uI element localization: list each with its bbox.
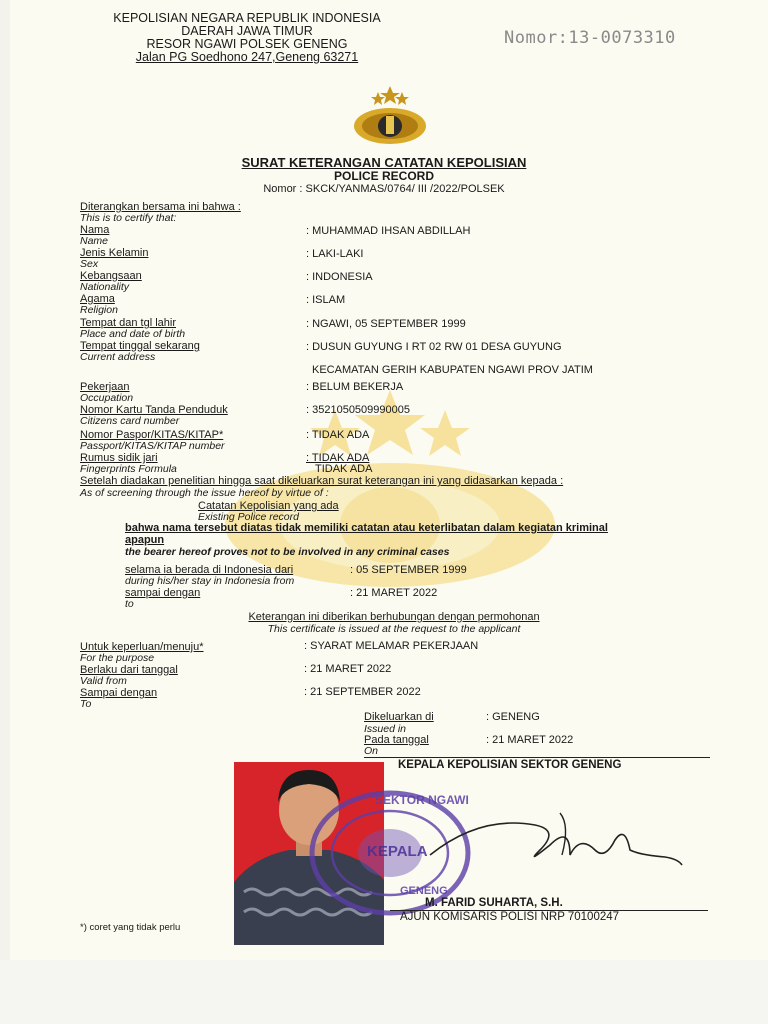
valid-from-label: Berlaku dari tanggal xyxy=(80,664,178,676)
field-value-fingerprint-2: TIDAK ADA xyxy=(315,463,373,475)
field-label: Pekerjaan xyxy=(80,381,130,393)
issued-on-label-en: On xyxy=(364,745,379,757)
doc-title: SURAT KETERANGAN CATATAN KEPOLISIAN xyxy=(241,155,527,170)
issued-at-label: Dikeluarkan di xyxy=(364,711,434,723)
statement-line-1: bahwa nama tersebut diatas tidak memiliki catatan atau keterlibatan dalam kegiatan kriminal xyxy=(125,522,608,534)
field-label: Kebangsaan xyxy=(80,270,142,282)
field-value-religion: : ISLAM xyxy=(306,294,346,306)
doc-subtitle: POLICE RECORD xyxy=(333,169,434,183)
field-value-sex: : LAKI-LAKI xyxy=(306,248,364,260)
signature-icon xyxy=(420,795,690,885)
footnote: *) coret yang tidak perlu xyxy=(80,922,181,933)
issued-on-label: Pada tanggal xyxy=(364,734,429,746)
field-label-en: Nationality xyxy=(80,281,130,293)
valid-from-label-en: Valid from xyxy=(80,675,127,687)
issued-on-value: : 21 MARET 2022 xyxy=(486,734,574,746)
header-line-2: DAERAH JAWA TIMUR xyxy=(181,24,313,38)
serial-number: Nomor:13-0073310 xyxy=(504,28,676,48)
stay-from-label-en: during his/her stay in Indonesia from xyxy=(125,575,295,587)
field-value-address: : DUSUN GUYUNG I RT 02 RW 01 DESA GUYUNG xyxy=(306,341,562,353)
field-value-address-2: KECAMATAN GERIH KABUPATEN NGAWI PROV JATIM xyxy=(312,364,593,376)
field-label: Nomor Paspor/KITAS/KITAP* xyxy=(80,429,224,441)
field-value-name: : MUHAMMAD IHSAN ABDILLAH xyxy=(306,225,471,237)
field-label: Agama xyxy=(80,293,115,305)
valid-to-label: Sampai dengan xyxy=(80,687,158,699)
field-label: Rumus sidik jari xyxy=(80,452,158,464)
screening-record: Catatan Kepolisian yang ada xyxy=(198,500,339,512)
screening-record-en: Existing Police record xyxy=(198,511,299,523)
screening-label: Setelah diadakan penelitian hingga saat dikeluarkan surat keterangan ini yang didasarkan kepada : xyxy=(80,475,564,487)
field-label-en: Current address xyxy=(80,351,156,363)
issued-at-value: : GENENG xyxy=(486,711,540,723)
field-label-en: Occupation xyxy=(80,392,134,404)
stamp-text-bottom: GENENG xyxy=(400,885,448,897)
field-label-en: Sex xyxy=(80,258,99,270)
intro-label-en: This is to certify that: xyxy=(80,212,177,224)
stay-to-label: sampai dengan xyxy=(125,587,201,599)
signatory-rank: AJUN KOMISARIS POLISI NRP 70100247 xyxy=(400,911,620,923)
stamp-text-mid: KEPALA xyxy=(367,843,428,860)
issued-divider xyxy=(364,757,710,758)
field-label: Tempat tinggal sekarang xyxy=(80,340,200,352)
header-address: Jalan PG Soedhono 247,Geneng 63271 xyxy=(135,50,359,64)
request-label: Keterangan ini diberikan berhubungan dengan permohonan xyxy=(248,611,540,623)
purpose-value: : SYARAT MELAMAR PEKERJAAN xyxy=(304,640,479,652)
signatory-name: M. FARID SUHARTA, S.H. xyxy=(425,897,563,909)
field-value-birth: : NGAWI, 05 SEPTEMBER 1999 xyxy=(306,318,466,330)
statement-line-2: apapun xyxy=(125,534,165,546)
field-label-en: Place and date of birth xyxy=(80,328,186,340)
field-value-id-card: : 3521050509990005 xyxy=(306,404,410,416)
field-label-en: Fingerprints Formula xyxy=(80,463,177,475)
field-value-fingerprint: : TIDAK ADA xyxy=(306,452,370,464)
intro-label: Diterangkan bersama ini bahwa : xyxy=(80,201,241,213)
field-label-en: Passport/KITAS/KITAP number xyxy=(80,440,225,452)
purpose-label-en: For the purpose xyxy=(80,652,155,664)
valid-to-value: : 21 SEPTEMBER 2022 xyxy=(304,686,421,698)
field-label-en: Religion xyxy=(80,304,118,316)
statement-en: the bearer hereof proves not to be involved in any criminal cases xyxy=(125,546,450,558)
header-line-3: RESOR NGAWI POLSEK GENENG xyxy=(146,37,348,51)
field-value-passport: : TIDAK ADA xyxy=(306,429,370,441)
header-line-1: KEPOLISIAN NEGARA REPUBLIK INDONESIA xyxy=(113,11,381,25)
valid-from-value: : 21 MARET 2022 xyxy=(304,663,392,675)
valid-to-label-en: To xyxy=(80,698,92,710)
bottom-margin xyxy=(0,960,768,1024)
stay-to-label-en: to xyxy=(125,598,134,610)
field-label: Nomor Kartu Tanda Penduduk xyxy=(80,404,228,416)
field-value-occupation: : BELUM BEKERJA xyxy=(306,381,404,393)
signatory-office: KEPALA KEPOLISIAN SEKTOR GENENG xyxy=(398,759,622,771)
field-label-en: Name xyxy=(80,235,109,247)
issued-at-label-en: Issued in xyxy=(364,723,407,735)
purpose-label: Untuk keperluan/menuju* xyxy=(80,641,204,653)
field-value-nationality: : INDONESIA xyxy=(306,271,373,283)
police-crest-icon xyxy=(350,86,430,148)
stay-from-value: : 05 SEPTEMBER 1999 xyxy=(350,564,467,576)
stay-to-value: : 21 MARET 2022 xyxy=(350,587,438,599)
request-label-en: This certificate is issued at the request to the applicant xyxy=(267,623,521,635)
screening-label-en: As of screening through the issue hereof by virtue of : xyxy=(80,487,329,499)
field-label: Tempat dan tgl lahir xyxy=(80,317,176,329)
stamp-text-top: SEKTOR NGAWI xyxy=(375,793,469,807)
field-label-en: Citizens card number xyxy=(80,415,180,427)
stay-from-label: selama ia berada di Indonesia dari xyxy=(125,564,294,576)
field-label: Nama xyxy=(80,224,110,236)
field-label: Jenis Kelamin xyxy=(80,247,149,259)
doc-number: Nomor : SKCK/YANMAS/0764/ III /2022/POLSEK xyxy=(263,183,505,195)
